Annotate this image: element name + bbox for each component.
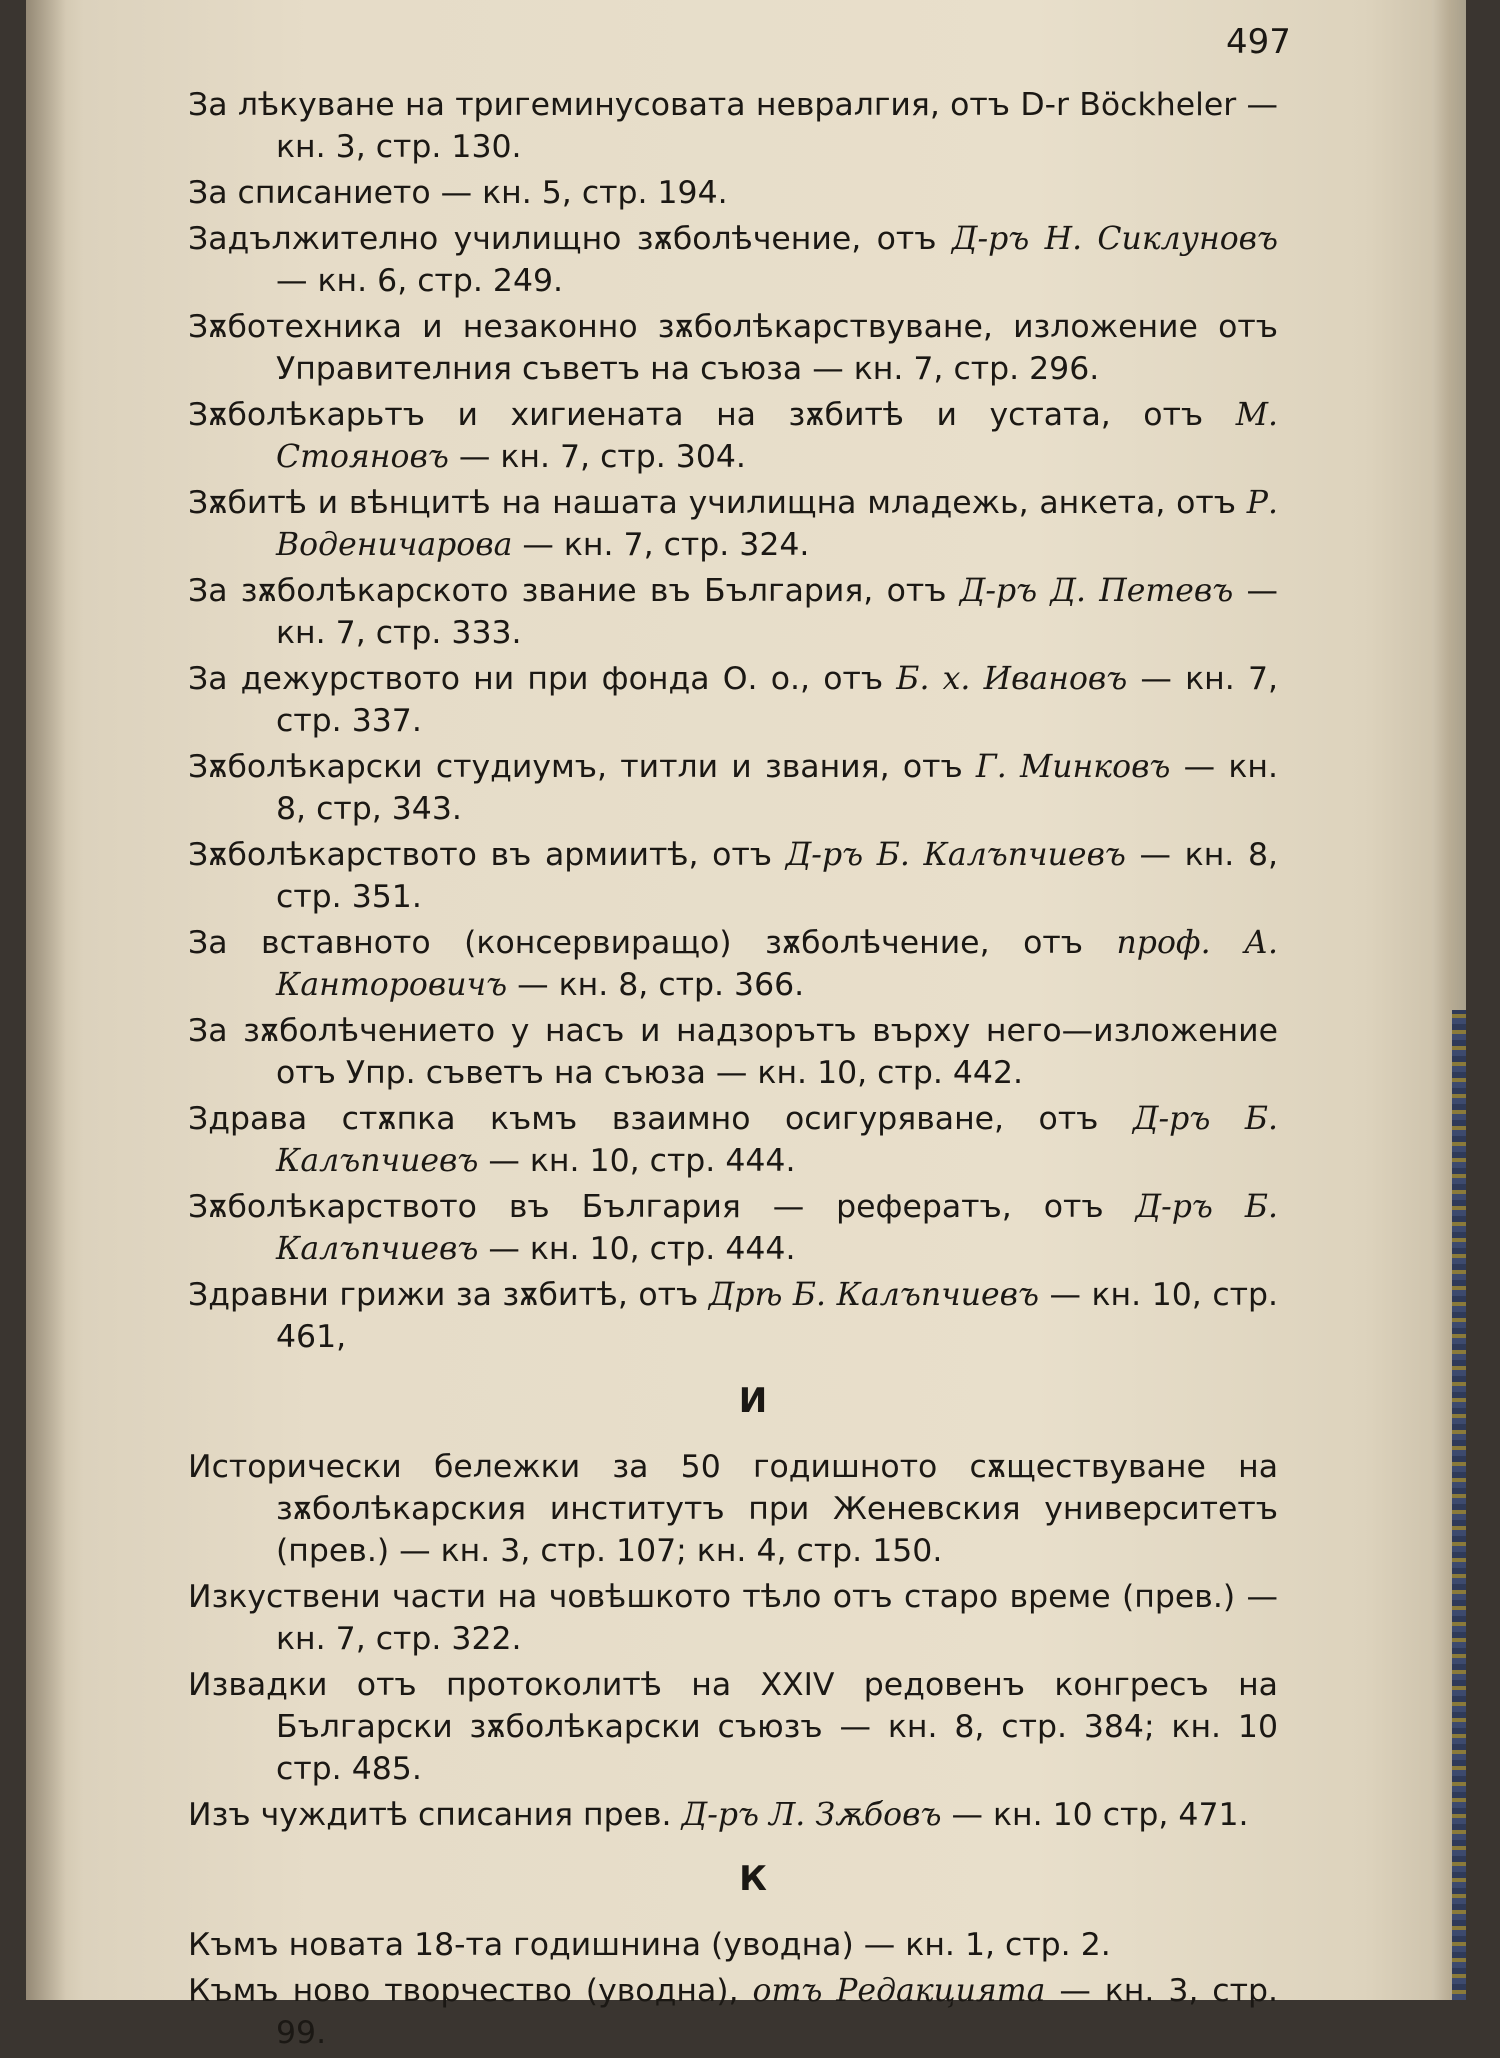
section-i [188,1446,1278,1836]
index-entry: За зѫболѣкарското звание въ България, отъ Д-ръ Д. Петевъ — кн. 7, стр. 333. [188,573,1278,651]
index-entry: Задължително училищно зѫболѣчение, отъ Д-ръ Н. Сиклуновъ — кн. 6, стр. 249. [188,221,1278,299]
index-content [188,84,1278,2058]
index-entry: Зѫболѣкарски студиумъ, титли и звания, отъ Г. Минковъ — кн. 8, стр, 343. [188,749,1278,827]
index-entry: За лѣкуване на тригеминусовата невралгия, отъ D-r Böckheler — кн. 3, стр. 130. [188,87,1278,165]
index-entry: За вставното (консервиращо) зѫболѣчение, отъ проф. А. Канторовичъ — кн. 8, стр. 366. [188,925,1278,1003]
index-entry: Къмъ новата 18-та годишнина (уводна) — кн. 1, стр. 2. [188,1927,1111,1963]
spine-shadow [26,0,66,2000]
author-name: Д-ръ Б. Калъпчиевъ [276,1101,1278,1179]
index-entry: Здрава стѫпка къмъ взаимно осигуряване, отъ Д-ръ Б. Калъпчиевъ — кн. 10, стр. 444. [188,1101,1278,1179]
section-heading: К [739,1859,767,1899]
index-entry: Здравни грижи за зѫбитѣ, отъ Дрѣ Б. Калъпчиевъ — кн. 10, стр. 461, [188,1277,1279,1355]
author-name: отъ Редакцията [752,1973,1046,2009]
binding-cloth [1452,1010,1466,2000]
index-entry: Зѫболѣкарството въ армиитѣ, отъ Д-ръ Б. Калъпчиевъ — кн. 8, стр. 351. [188,837,1279,915]
index-entry: За списанието — кн. 5, стр. 194. [188,175,728,211]
index-entry: За дежурството ни при фонда О. о., отъ Б. х. Ивановъ — кн. 7, стр. 337. [188,661,1278,739]
author-name: Дрѣ Б. Калъпчиевъ [708,1277,1039,1313]
index-entry: За зѫболѣчението у насъ и надзорътъ върху него—изложение отъ Упр. съветъ на съюза — кн. 10, стр. 442. [188,1013,1278,1091]
author-name: Д-ръ Н. Сиклуновъ [951,221,1278,257]
author-name: Б. х. Ивановъ [896,661,1128,697]
author-name: М. Стояновъ [276,397,1278,475]
index-entry: Зѫбитѣ и вѣнцитѣ на нашата училищна младежь, анкета, отъ Р. Воденичарова — кн. 7, стр. 324. [188,485,1278,563]
index-entry: Изкуствени части на човѣшкото тѣло отъ старо време (прев.) — кн. 7, стр. 322. [188,1579,1278,1657]
index-entry: Зѫболѣкарьтъ и хигиената на зѫбитѣ и устата, отъ М. Стояновъ — кн. 7, стр. 304. [188,397,1278,475]
index-entry: Зѫботехника и незаконно зѫболѣкарствуване, изложение отъ Управителния съветъ на съюза — кн. 7, стр. 296. [188,309,1278,387]
author-name: Р. Воденичарова [276,485,1278,563]
index-entry: Изъ чуждитѣ списания прев. Д-ръ Л. Зѫбовъ — кн. 10 стр, 471. [188,1797,1249,1833]
author-name: Д-ръ Д. Петевъ [959,573,1234,609]
section-z [188,84,1278,1358]
book-page [26,0,1466,2051]
index-entry: Извадки отъ протоколитѣ на XXIV редовенъ конгресъ на Български зѫболѣкарски съюзъ — кн. 8, стр. 384; кн. 10 стр. 485. [188,1667,1278,1787]
author-name: Д-ръ Л. Зѫбовъ [681,1797,942,1833]
author-name: Г. Минковъ [975,749,1171,785]
author-name: проф. А. Канторовичъ [276,925,1278,1003]
section-heading: И [738,1381,768,1421]
index-entry: Зѫболѣкарството въ България — рефератъ, отъ Д-ръ Б. Калъпчиевъ — кн. 10, стр. 444. [188,1189,1278,1267]
section-k [188,1924,1278,2054]
author-name: Д-ръ Б. Калъпчиевъ [276,1189,1278,1267]
page-number: 497 [1226,22,1291,62]
index-entry: Исторически бележки за 50 годишното сѫществуване на зѫболѣкарския институтъ при Женевския университетъ (прев.) — кн. 3, стр. 107; кн. 4, стр. 150. [188,1449,1278,1569]
author-name: Д-ръ Б. Калъпчиевъ [785,837,1126,873]
index-entry: Къмъ ново творчество (уводна), отъ Редакцията — кн. 3, стр. 99. [188,1973,1278,2051]
